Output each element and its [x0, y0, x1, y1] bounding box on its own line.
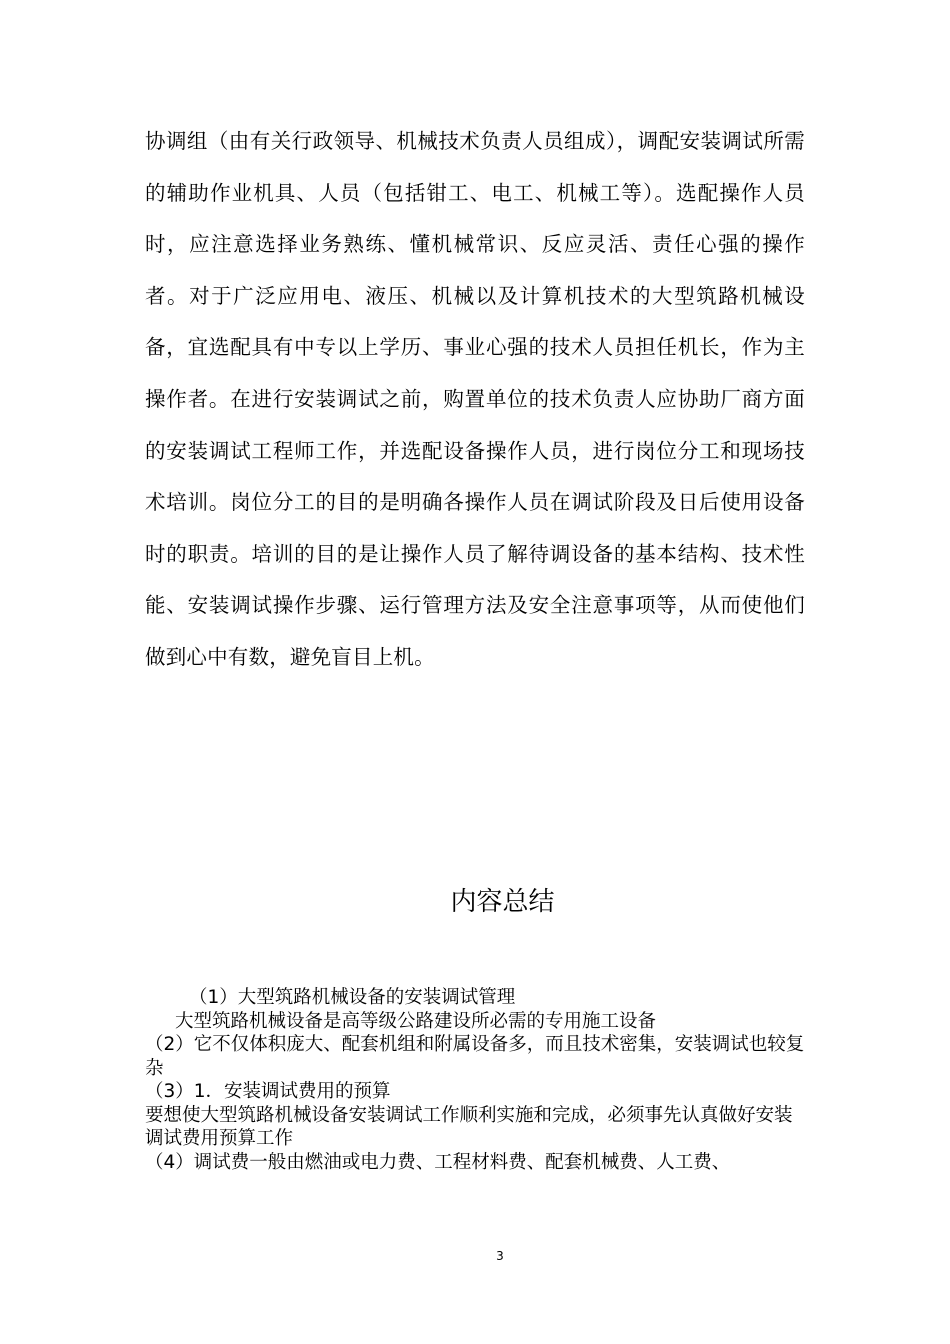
- page-number: 3: [496, 1249, 504, 1263]
- summary-line-1: （1）大型筑路机械设备的安装调试管理: [189, 987, 516, 1008]
- summary-heading: 内容总结: [450, 887, 555, 917]
- body-paragraph: 协调组（由有关行政领导、机械技术负责人员组成），调配安装调试所需的辅助作业机具、人员（包括钳工、电工、机械工等）。选配操作人员时，应注意选择业务熟练、懂机械常识、反应灵活、责任心强的操作者。对于广泛应用电、液压、机械以及计算机技术的大型筑路机械设备，宜选配具有中专以上学历、事业心强的技术人员担任机长，作为主操作者。在进行安装调试之前，购置单位的技术负责人应协助厂商方面的安装调试工程师工作，并选配设备操作人员，进行岗位分工和现场技术培训。岗位分工的目的是明确各操作人员在调试阶段及日后使用设备时的职责。培训的目的是让操作人员了解待调设备的基本结构、技术性能、安装调试操作步骤、运行管理方法及安全注意事项等，从而使他们做到心中有数，避免盲目上机。: [145, 129, 805, 669]
- summary-line-6: （4）调试费一般由燃油或电力费、工程材料费、配套机械费、人工费、: [145, 1151, 731, 1173]
- summary-line-5: 要想使大型筑路机械设备安装调试工作顺利实施和完成，必须事先认真做好安装调试费用预算工作: [145, 1104, 793, 1149]
- summary-line-4: （3）1．安装调试费用的预算: [145, 1081, 391, 1102]
- summary-line-2: 大型筑路机械设备是高等级公路建设所必需的专用施工设备: [175, 1010, 657, 1032]
- summary-line-3: （2）它不仅体积庞大、配套机组和附属设备多，而且技术密集，安装调试也较复杂: [145, 1034, 805, 1079]
- summary-section: [145, 986, 805, 1174]
